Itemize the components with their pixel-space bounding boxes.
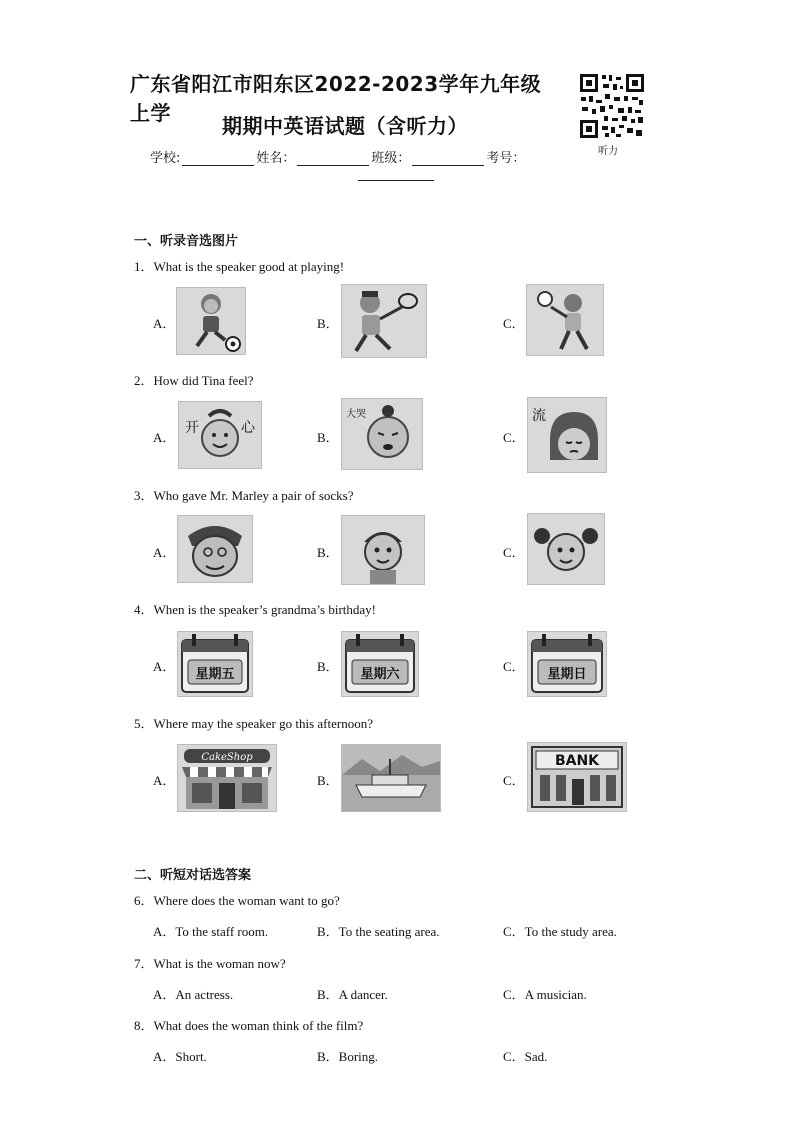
cake-shop-picture[interactable] [177, 744, 277, 812]
calendar-text-a: 星期五 [195, 667, 235, 682]
question-6: 6．Where does the woman want to go? [134, 893, 340, 908]
cake-shop-sign: CakeShop [201, 752, 253, 763]
school-label: 学校: [150, 151, 181, 166]
q8-option-b[interactable]: B．Boring. [317, 1049, 379, 1064]
qr-label: 听力 [598, 146, 618, 157]
section-1-title: 一、听录音选图片 [134, 234, 239, 249]
q8-option-c[interactable]: C．Sad. [503, 1049, 548, 1064]
q3-option-c-label: C． [503, 545, 525, 560]
bank-sign: BANK [554, 753, 600, 769]
school-blank[interactable] [182, 153, 254, 166]
question-8: 8．What does the woman think of the film? [134, 1018, 364, 1033]
class-label: 班级： [371, 151, 411, 166]
calendar-saturday-picture[interactable] [341, 631, 419, 697]
old-woman-picture[interactable] [177, 515, 253, 583]
q4-option-a-label: A． [153, 659, 176, 674]
happy-text-right: 心 [241, 420, 255, 436]
q1-option-b-label: B． [317, 316, 339, 331]
ship-picture[interactable] [341, 744, 441, 812]
q7-option-b[interactable]: B．A dancer. [317, 987, 388, 1002]
q6-option-b[interactable]: B．To the seating area. [317, 924, 440, 939]
q8-option-a[interactable]: A．Short. [153, 1049, 207, 1064]
q1-option-a-label: A． [153, 316, 176, 331]
boy-kicking-football-picture[interactable] [176, 287, 246, 355]
qr-code-image [578, 72, 646, 140]
happy-text-left: 开 [185, 420, 199, 436]
q6-option-c[interactable]: C．To the study area. [503, 924, 617, 939]
q3-option-a-label: A． [153, 545, 176, 560]
title-line-1: 广东省阳江市阳东区2022-2023学年九年级上学 [130, 72, 542, 125]
q5-option-c-label: C． [503, 773, 525, 788]
q2-option-b-label: B． [317, 430, 339, 445]
title-line-2: 期期中英语试题（含听力） [222, 114, 468, 138]
q3-option-b-label: B． [317, 545, 339, 560]
q1-option-c-label: C． [503, 316, 525, 331]
number-label: 考号： [486, 151, 526, 166]
q4-option-c-label: C． [503, 659, 525, 674]
crying-girl-picture[interactable] [341, 398, 423, 470]
boy-playing-badminton-picture[interactable] [341, 284, 427, 358]
class-blank[interactable] [412, 153, 484, 166]
calendar-sunday-picture[interactable] [527, 631, 607, 697]
sad-text: 流 [532, 408, 546, 424]
question-7: 7．What is the woman now? [134, 956, 286, 971]
question-1: 1．What is the speaker good at playing! [134, 259, 345, 274]
sad-girl-picture[interactable] [527, 397, 607, 473]
boy-picture[interactable] [341, 515, 425, 585]
question-5: 5．Where may the speaker go this afternoon? [134, 716, 373, 731]
bank-picture[interactable] [527, 742, 627, 812]
calendar-friday-picture[interactable] [177, 631, 253, 697]
q2-option-a-label: A． [153, 430, 176, 445]
q4-option-b-label: B． [317, 659, 339, 674]
question-2: 2．How did Tina feel? [134, 373, 254, 388]
question-4: 4．When is the speaker’s grandma’s birthday! [134, 602, 376, 617]
section-2-title: 二、听短对话选答案 [134, 868, 252, 883]
q5-option-a-label: A． [153, 773, 176, 788]
q2-option-c-label: C． [503, 430, 525, 445]
name-blank[interactable] [297, 153, 369, 166]
calendar-text-b: 星期六 [360, 667, 400, 682]
cry-text: 大哭 [346, 409, 366, 420]
q5-option-b-label: B． [317, 773, 339, 788]
calendar-text-c: 星期日 [547, 667, 587, 682]
number-blank[interactable] [358, 168, 434, 181]
student-info-line [150, 147, 525, 166]
question-3: 3．Who gave Mr. Marley a pair of socks? [134, 488, 354, 503]
name-label: 姓名： [256, 151, 296, 166]
girl-playing-volleyball-picture[interactable] [526, 284, 604, 356]
girl-picture[interactable] [527, 513, 605, 585]
q7-option-c[interactable]: C．A musician. [503, 987, 587, 1002]
q7-option-a[interactable]: A．An actress. [153, 987, 234, 1002]
q6-option-a[interactable]: A．To the staff room. [153, 924, 269, 939]
happy-girl-picture[interactable] [178, 401, 262, 469]
